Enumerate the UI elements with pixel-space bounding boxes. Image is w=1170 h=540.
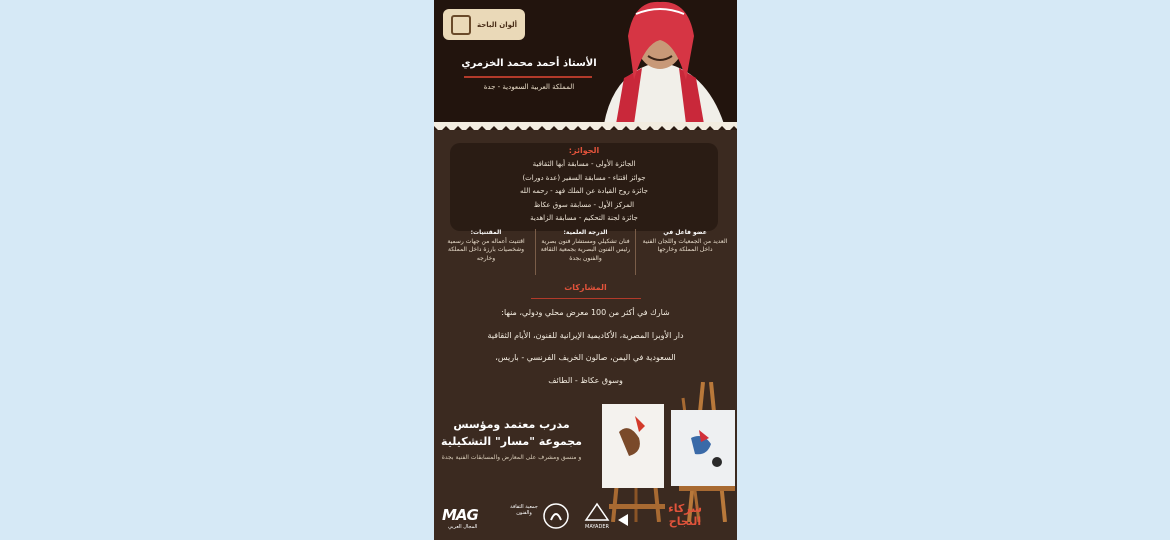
participations-underline (531, 298, 641, 299)
acquisitions-title: المقتنيات: (470, 229, 502, 236)
mag-logo: MAG (442, 506, 478, 524)
partners-line-1: شركاء (668, 502, 702, 515)
trainer-note: و منسق ومشرف على المعارض والمسابقات الفنية بجدة (441, 454, 582, 461)
award-item: جوائز اقتناء - مسابقة السفير (عدة دورات) (522, 173, 646, 182)
participation-line: شارك في أكثر من 100 معرض محلي ودولي، منها: (501, 308, 670, 317)
trainer-block (434, 416, 589, 463)
award-item: الجائزة الأولى - مسابقة أبها الثقافية (532, 160, 636, 168)
partners-line-2: النجاح (668, 515, 702, 528)
portrait-image (584, 0, 737, 124)
awards-panel (450, 143, 718, 231)
participation-line: دار الأوبرا المصرية، الأكاديمية الإيرانية للفنون، الأيام الثقافية (487, 330, 684, 340)
acquisitions-column (440, 229, 532, 275)
member-title: عضو فاعل في (663, 229, 707, 236)
participation-line: وسوق عكاظ - الطائف (548, 375, 623, 385)
degree-title: الدرجة العلمية: (563, 229, 608, 236)
mayader-logo-text: MAYADER (585, 524, 609, 530)
trainer-title: مدرب معتمد ومؤسس (453, 418, 570, 431)
trainer-group: مجموعة "مسار" التشكيلية (441, 435, 582, 448)
participation-line: السعودية في اليمن، صالون الخريف الفرنسي - باريس، (495, 353, 676, 362)
degree-text: فنان تشكيلي ومستشار فنون بصرية رئيس الفنون البصرية بجمعية الثقافة والفنون بجدة (540, 237, 631, 262)
logo-text: ألوان الباحة (476, 20, 518, 29)
degree-column (540, 229, 632, 275)
name-underline (464, 76, 592, 78)
mag-subtitle: المجال العربي (448, 524, 478, 530)
acquisitions-text: اقتنيت أعماله من جهات رسمية وشخصيات بارزة داخل المملكة وخارجه (447, 237, 525, 262)
member-text: العديد من الجمعيات واللجان الفنية داخل المملكة وخارجها (642, 237, 728, 253)
person-location: المملكة العربية السعودية - جدة (483, 83, 575, 91)
member-column (639, 229, 731, 275)
column-divider (635, 229, 636, 275)
participations-title: المشاركات (564, 283, 607, 292)
info-columns (440, 229, 731, 275)
person-name: الأستاذ أحمد محمد الخزمري (461, 58, 597, 69)
society-emblem-icon (542, 502, 570, 530)
award-item: جائزة روح القيادة عن الملك فهد - رحمه الله (520, 187, 648, 196)
column-divider (535, 229, 536, 275)
partners-footer (434, 496, 737, 540)
brand-logo (443, 9, 525, 40)
award-item: المركز الأول - مسابقة سوق عكاظ (533, 200, 635, 209)
award-item: جائزة لجنة التحكيم - مسابقة الزاهدية (530, 214, 638, 223)
header-section (434, 0, 737, 124)
mayader-emblem-icon (584, 502, 610, 522)
participations-list (444, 302, 727, 392)
awards-title: الجوائز: (568, 146, 600, 155)
society-logo-text: جمعية الثقافة والفنون (510, 504, 538, 516)
arrow-left-icon (618, 514, 628, 526)
poster (434, 0, 737, 540)
content-section (434, 130, 737, 540)
logo-mark-icon (451, 15, 471, 35)
partners-label (650, 502, 720, 528)
awards-list (450, 158, 718, 226)
